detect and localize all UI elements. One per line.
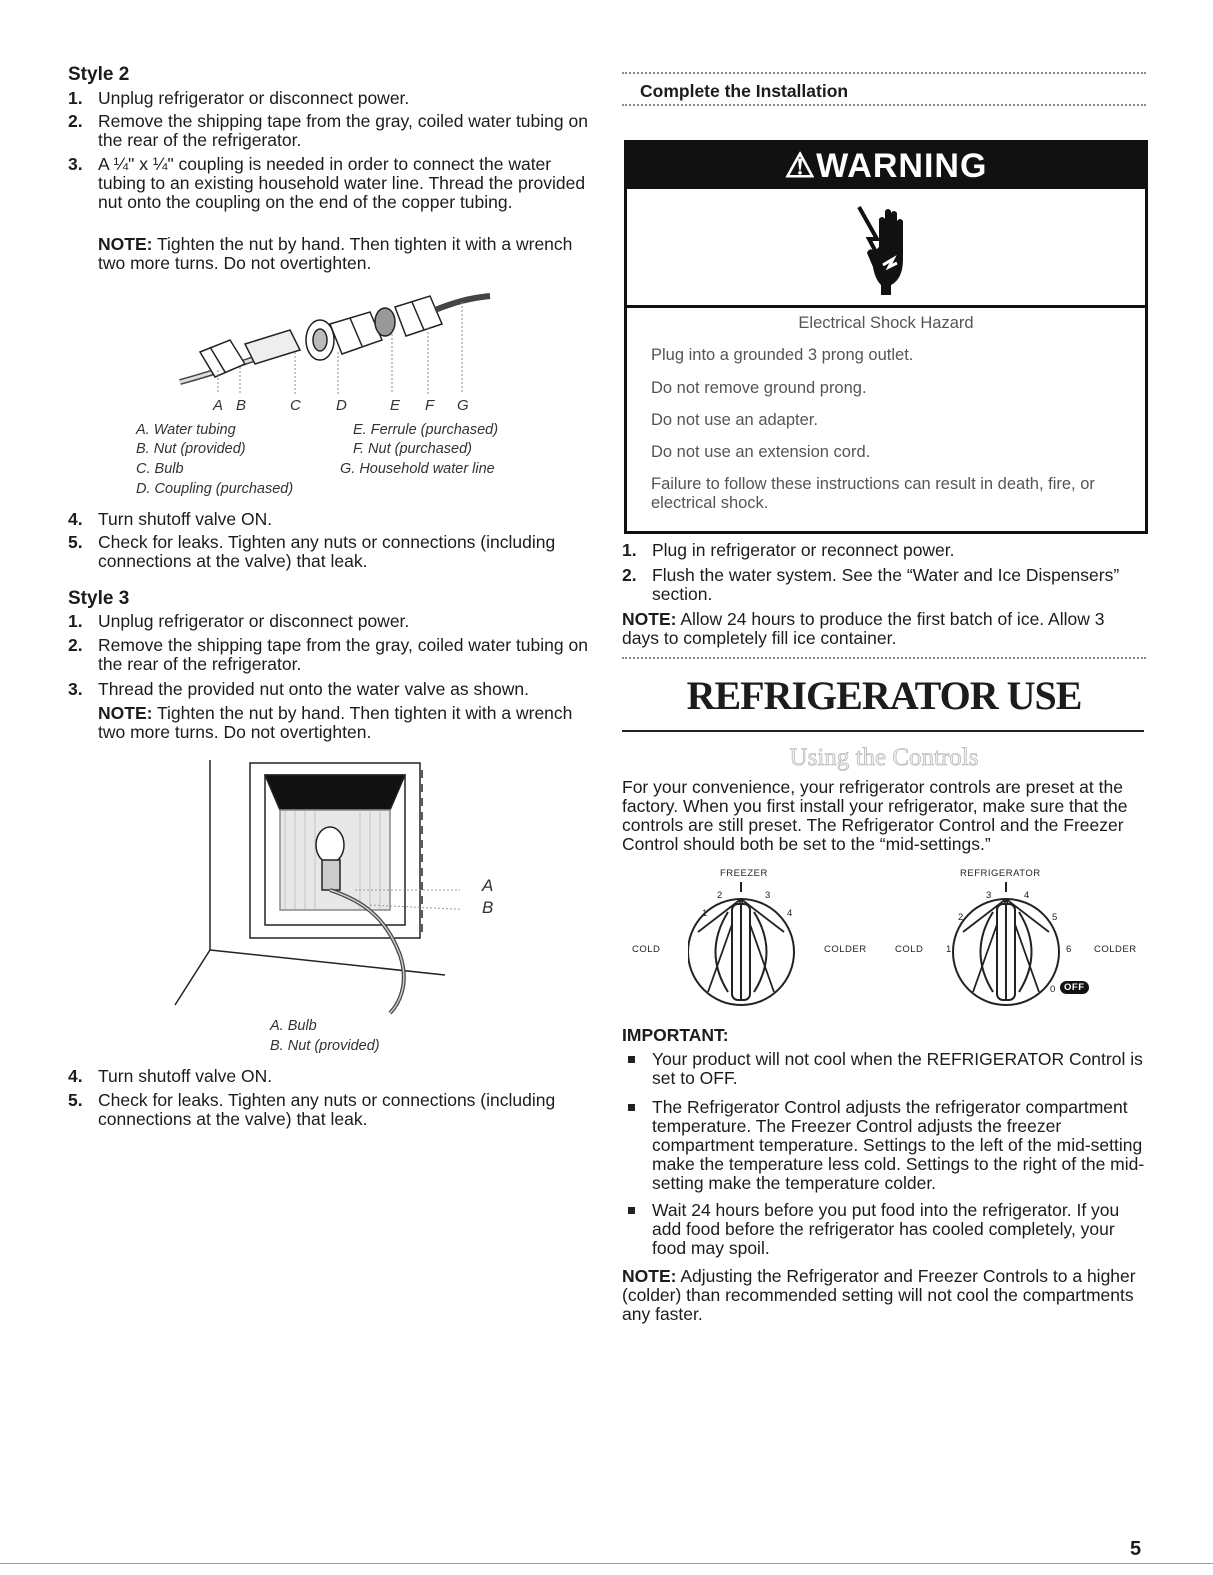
bullet-icon	[628, 1207, 635, 1214]
freezer-tick: 2	[717, 890, 723, 901]
refrigerator-tick: 4	[1024, 890, 1030, 901]
style2-heading: Style 2	[68, 64, 130, 85]
step-number: 3.	[68, 154, 83, 174]
step-number: 5.	[68, 1090, 83, 1110]
note-text: Tighten the nut by hand. Then tighten it with a wrench two more turns. Do not overtighten.	[98, 234, 573, 273]
controls-intro: For your convenience, your refrigerator controls are preset at the factory. When you first install your refrigerator, make sure that the controls are still preset. The Refrigerator Control and the Freezer Control should both be set to the “mid-settings.”	[622, 777, 1128, 854]
divider	[622, 104, 1146, 106]
note-text: Tighten the nut by hand. Then tighten it with a wrench two more turns. Do not overtighten.	[98, 703, 573, 742]
final-note	[622, 1267, 1142, 1324]
diagram-letter-f: F	[425, 397, 435, 414]
important-label: IMPORTANT:	[622, 1025, 729, 1045]
warning-line: Electrical Shock Hazard	[798, 314, 974, 332]
style3-heading: Style 3	[68, 588, 130, 609]
note-label: NOTE:	[622, 609, 677, 629]
note-style3	[98, 704, 588, 742]
note-label: NOTE:	[622, 1266, 677, 1286]
refrigerator-tick: 5	[1052, 912, 1058, 923]
water-valve-diagram	[170, 755, 460, 1015]
note-label: NOTE:	[98, 234, 153, 254]
step-text: Turn shutoff valve ON.	[98, 509, 273, 529]
step-text: Remove the shipping tape from the gray, coiled water tubing on the rear of the refrigerator.	[98, 111, 588, 150]
refrigerator-dial-label: REFRIGERATOR	[960, 868, 1041, 879]
diagram-letter-a: A	[213, 397, 224, 414]
step-number: 2.	[622, 565, 637, 585]
caption: B. Nut (provided)	[136, 441, 246, 457]
refrigerator-cold-label: COLD	[895, 944, 924, 955]
caption: A. Water tubing	[136, 422, 236, 438]
step-number: 1.	[68, 88, 83, 108]
refrigerator-tick: 3	[986, 890, 992, 901]
bullet-text: Your product will not cool when the REFRIGERATOR Control is set to OFF.	[652, 1049, 1143, 1088]
page-number: 5	[1130, 1538, 1142, 1560]
refrigerator-control-dial[interactable]	[950, 882, 1062, 1012]
bullet-icon	[628, 1104, 635, 1111]
freezer-tick: 4	[787, 908, 793, 919]
caption: B. Nut (provided)	[270, 1038, 380, 1054]
step-text: Thread the provided nut onto the water valve as shown.	[98, 679, 529, 699]
diagram-letter-g: G	[457, 397, 469, 414]
caption: A. Bulb	[270, 1018, 317, 1034]
title-rule	[622, 730, 1144, 732]
refrigerator-use-title: REFRIGERATOR USE	[686, 673, 1082, 718]
freezer-dial-label: FREEZER	[720, 868, 768, 879]
bullet-text: The Refrigerator Control adjusts the refrigerator compartment temperature. The Freezer Control adjusts the freezer compartment temperature. Settings to the left of the mid-setting make the temperature less cold. Settings to the right of the mid-setting make the temperature colder.	[652, 1097, 1145, 1193]
warning-line: Do not use an adapter.	[651, 411, 818, 429]
refrigerator-tick: 6	[1066, 944, 1072, 955]
freezer-cold-label: COLD	[632, 944, 661, 955]
bullet-icon	[628, 1056, 635, 1063]
step-number: 4.	[68, 509, 83, 529]
step-text: Check for leaks. Tighten any nuts or connections (including connections at the valve) that leak.	[98, 1090, 556, 1129]
note-label: NOTE:	[98, 703, 153, 723]
refrigerator-tick: 2	[958, 912, 964, 923]
step-text: Unplug refrigerator or disconnect power.	[98, 88, 410, 108]
page-bottom-rule	[0, 1563, 1213, 1564]
step-number: 4.	[68, 1066, 83, 1086]
step-number: 1.	[68, 611, 83, 631]
diagram-letter-d: D	[336, 397, 347, 414]
warning-line: Plug into a grounded 3 prong outlet.	[651, 346, 914, 364]
step-text: A ¼" x ¼" coupling is needed in order to connect the water tubing to an existing household water line. Thread the provided nut onto the coupling on the end of the copper tubing.	[98, 154, 586, 212]
step-text: Unplug refrigerator or disconnect power.	[98, 611, 410, 631]
diagram-letter-c: C	[290, 397, 301, 414]
refrigerator-tick: 1	[946, 944, 952, 955]
freezer-control-dial[interactable]	[688, 882, 800, 1012]
step-number: 1.	[622, 540, 637, 560]
divider	[622, 72, 1146, 74]
step-text: Plug in refrigerator or reconnect power.	[652, 540, 955, 560]
electrical-shock-hand-icon	[855, 199, 919, 299]
freezer-tick: 1	[702, 908, 708, 919]
step-text: Check for leaks. Tighten any nuts or connections (including connections at the valve) that leak.	[98, 532, 556, 571]
warning-box	[624, 140, 1148, 534]
warning-divider	[627, 305, 1145, 308]
caption: D. Coupling (purchased)	[136, 481, 294, 497]
step-number: 2.	[68, 635, 83, 655]
diagram-letter-e: E	[390, 397, 401, 414]
warning-line: Do not remove ground prong.	[651, 379, 867, 397]
note-complete	[622, 610, 1142, 648]
step-number: 2.	[68, 111, 83, 131]
warning-header: ⚠WARNING	[627, 143, 1145, 189]
caption: E. Ferrule (purchased)	[353, 422, 499, 438]
divider	[622, 657, 1146, 659]
diagram-letter-b: B	[236, 397, 247, 414]
step-number: 3.	[68, 679, 83, 699]
note-style2	[98, 235, 588, 273]
off-badge: OFF	[1060, 981, 1089, 994]
note-text: Allow 24 hours to produce the first batch of ice. Allow 3 days to completely fill ice container.	[622, 609, 1105, 648]
warning-line: Do not use an extension cord.	[651, 443, 871, 461]
bullet-text: Wait 24 hours before you put food into the refrigerator. If you add food before the refrigerator has cooled completely, your food may spoil.	[652, 1200, 1120, 1258]
complete-installation-title: Complete the Installation	[640, 81, 849, 101]
refrigerator-tick: 0	[1050, 984, 1056, 995]
freezer-colder-label: COLDER	[824, 944, 867, 955]
step-text: Turn shutoff valve ON.	[98, 1066, 273, 1086]
warning-line: Failure to follow these instructions can result in death, fire, or electrical shock.	[651, 475, 1095, 512]
diagram-letter-b: B	[482, 898, 494, 917]
diagram-letter-a: A	[482, 876, 494, 895]
step-text: Flush the water system. See the “Water and Ice Dispensers” section.	[652, 565, 1120, 604]
freezer-tick: 3	[765, 890, 771, 901]
note-text: Adjusting the Refrigerator and Freezer Controls to a higher (colder) than recommended setting will not cool the compartments any faster.	[622, 1266, 1136, 1324]
coupling-diagram	[170, 282, 500, 394]
caption: F. Nut (purchased)	[353, 441, 473, 457]
caption: C. Bulb	[136, 461, 184, 477]
caption: G. Household water line	[340, 461, 495, 477]
step-number: 5.	[68, 532, 83, 552]
using-controls-subtitle: Using the Controls	[789, 744, 979, 771]
step-text: Remove the shipping tape from the gray, coiled water tubing on the rear of the refrigerator.	[98, 635, 588, 674]
refrigerator-colder-label: COLDER	[1094, 944, 1137, 955]
